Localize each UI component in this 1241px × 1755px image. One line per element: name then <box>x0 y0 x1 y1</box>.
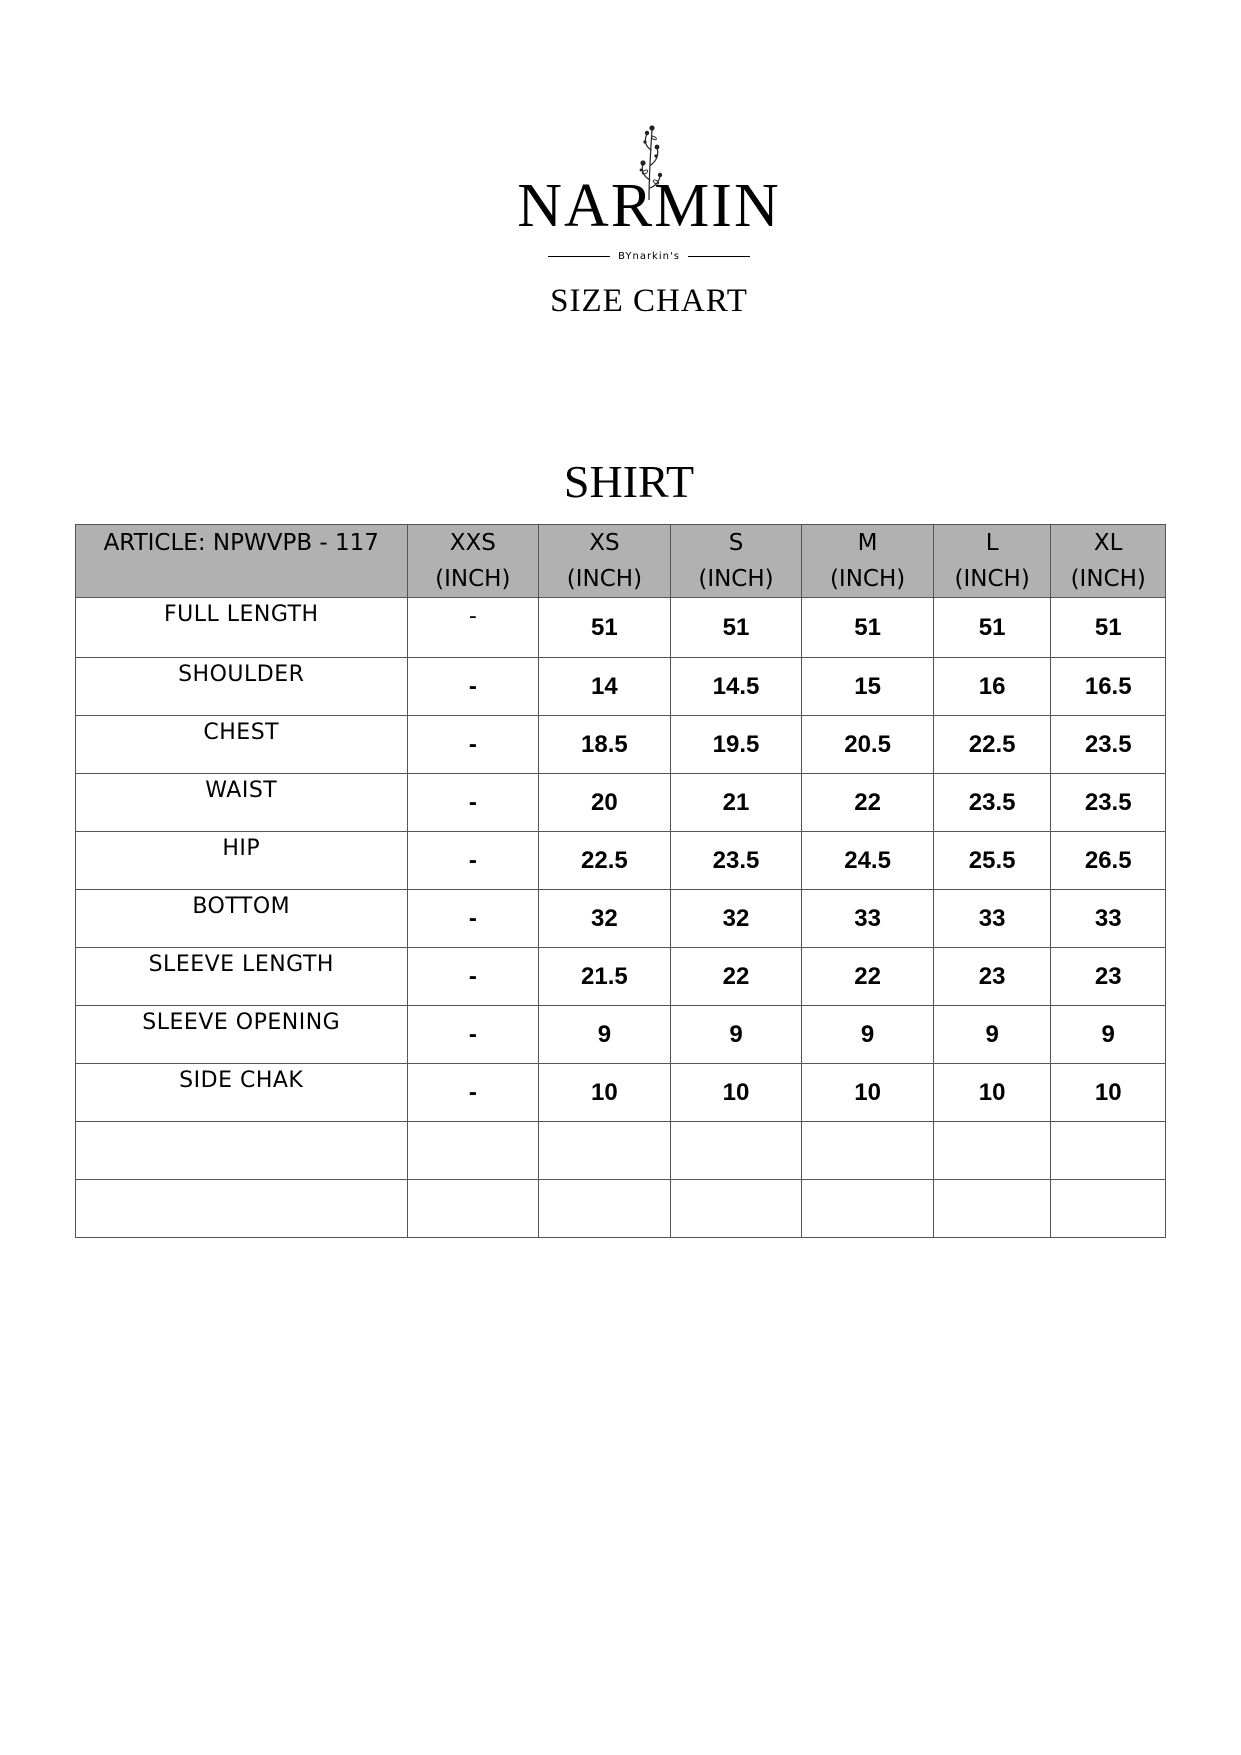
row-label <box>76 1122 408 1180</box>
size-label: XS <box>589 530 620 556</box>
row-label: CHEST <box>76 716 408 774</box>
table-cell: 23.5 <box>1051 716 1166 774</box>
table-cell: 9 <box>539 1006 671 1064</box>
table-cell: 16 <box>933 658 1051 716</box>
table-cell: 23 <box>933 948 1051 1006</box>
table-row <box>76 832 1166 890</box>
column-header <box>802 525 934 598</box>
table-cell: 32 <box>670 890 802 948</box>
table-cell: - <box>407 716 539 774</box>
table-row <box>76 1064 1166 1122</box>
table-cell: 20.5 <box>802 716 934 774</box>
table-row <box>76 774 1166 832</box>
table-cell: 10 <box>802 1064 934 1122</box>
table-row <box>76 948 1166 1006</box>
table-cell: 10 <box>670 1064 802 1122</box>
table-cell: 21.5 <box>539 948 671 1006</box>
table-cell: 33 <box>933 890 1051 948</box>
table-cell: 33 <box>1051 890 1166 948</box>
unit-label: (INCH) <box>435 566 511 592</box>
table-row <box>76 598 1166 658</box>
column-header <box>670 525 802 598</box>
table-cell <box>933 1122 1051 1180</box>
table-cell: - <box>407 948 539 1006</box>
table-cell: 9 <box>802 1006 934 1064</box>
table-cell: 51 <box>802 598 934 658</box>
size-label: L <box>985 530 999 556</box>
row-label: SHOULDER <box>76 658 408 716</box>
table-cell: 23.5 <box>933 774 1051 832</box>
table-cell: 33 <box>802 890 934 948</box>
table-row <box>76 1180 1166 1238</box>
table-cell: 51 <box>670 598 802 658</box>
unit-label: (INCH) <box>1070 566 1146 592</box>
table-cell: 9 <box>1051 1006 1166 1064</box>
table-cell: - <box>407 832 539 890</box>
row-label: HIP <box>76 832 408 890</box>
table-cell: 23.5 <box>1051 774 1166 832</box>
column-header <box>407 525 539 598</box>
table-cell: 51 <box>1051 598 1166 658</box>
tagline-rule-right <box>688 256 750 257</box>
table-cell: 10 <box>933 1064 1051 1122</box>
table-cell: 21 <box>670 774 802 832</box>
size-label: S <box>728 530 744 556</box>
size-label: XXS <box>449 530 496 556</box>
table-cell <box>539 1180 671 1238</box>
table-cell <box>802 1180 934 1238</box>
table-row <box>76 1122 1166 1180</box>
row-label: WAIST <box>76 774 408 832</box>
unit-label: (INCH) <box>954 566 1030 592</box>
table-cell: 26.5 <box>1051 832 1166 890</box>
table-cell: 32 <box>539 890 671 948</box>
size-table <box>75 524 1166 1238</box>
section-title: SHIRT <box>563 456 695 507</box>
brand-name: NARMIN <box>517 172 781 240</box>
unit-label: (INCH) <box>829 566 906 592</box>
table-cell: 16.5 <box>1051 658 1166 716</box>
table-cell <box>933 1180 1051 1238</box>
table-cell <box>670 1180 802 1238</box>
table-cell: 19.5 <box>670 716 802 774</box>
table-row <box>76 1006 1166 1064</box>
table-cell: 23 <box>1051 948 1166 1006</box>
brand-tagline-text: BYnarkin's <box>618 251 680 262</box>
table-cell <box>1051 1122 1166 1180</box>
table-cell: 14 <box>539 658 671 716</box>
table-cell: 10 <box>1051 1064 1166 1122</box>
table-cell <box>1051 1180 1166 1238</box>
table-cell: 9 <box>933 1006 1051 1064</box>
table-cell: 22 <box>802 948 934 1006</box>
table-cell: 22 <box>802 774 934 832</box>
table-cell: 9 <box>670 1006 802 1064</box>
table-cell: - <box>407 598 539 658</box>
table-header-row <box>76 525 1166 598</box>
table-cell: 22.5 <box>933 716 1051 774</box>
unit-label: (INCH) <box>566 566 643 592</box>
page-title: SIZE CHART <box>550 283 748 319</box>
table-cell <box>802 1122 934 1180</box>
column-header <box>933 525 1051 598</box>
table-cell: 24.5 <box>802 832 934 890</box>
table-cell: 51 <box>933 598 1051 658</box>
table-cell: 22.5 <box>539 832 671 890</box>
table-cell <box>539 1122 671 1180</box>
table-cell: 23.5 <box>670 832 802 890</box>
table-cell <box>407 1180 539 1238</box>
row-label: BOTTOM <box>76 890 408 948</box>
unit-label: (INCH) <box>698 566 774 592</box>
table-cell: 14.5 <box>670 658 802 716</box>
table-cell: - <box>407 890 539 948</box>
table-cell <box>670 1122 802 1180</box>
table-cell: - <box>407 1064 539 1122</box>
table-cell: 10 <box>539 1064 671 1122</box>
table-cell: 20 <box>539 774 671 832</box>
row-label <box>76 1180 408 1238</box>
row-label: FULL LENGTH <box>76 598 408 658</box>
table-row <box>76 716 1166 774</box>
row-label: SLEEVE LENGTH <box>76 948 408 1006</box>
table-row <box>76 890 1166 948</box>
tagline-rule-left <box>548 256 610 257</box>
row-label: SLEEVE OPENING <box>76 1006 408 1064</box>
size-label: M <box>857 530 878 556</box>
table-cell: - <box>407 1006 539 1064</box>
table-cell: 15 <box>802 658 934 716</box>
column-header <box>1051 525 1166 598</box>
column-header <box>539 525 671 598</box>
row-label: SIDE CHAK <box>76 1064 408 1122</box>
article-header: ARTICLE: NPWVPB - 117 <box>76 525 408 598</box>
table-row <box>76 658 1166 716</box>
table-cell: - <box>407 658 539 716</box>
brand-tagline <box>0 251 1241 262</box>
table-cell: 25.5 <box>933 832 1051 890</box>
table-cell: 18.5 <box>539 716 671 774</box>
table-cell <box>407 1122 539 1180</box>
size-label: XL <box>1093 530 1123 556</box>
table-cell: 51 <box>539 598 671 658</box>
table-cell: - <box>407 774 539 832</box>
table-cell: 22 <box>670 948 802 1006</box>
